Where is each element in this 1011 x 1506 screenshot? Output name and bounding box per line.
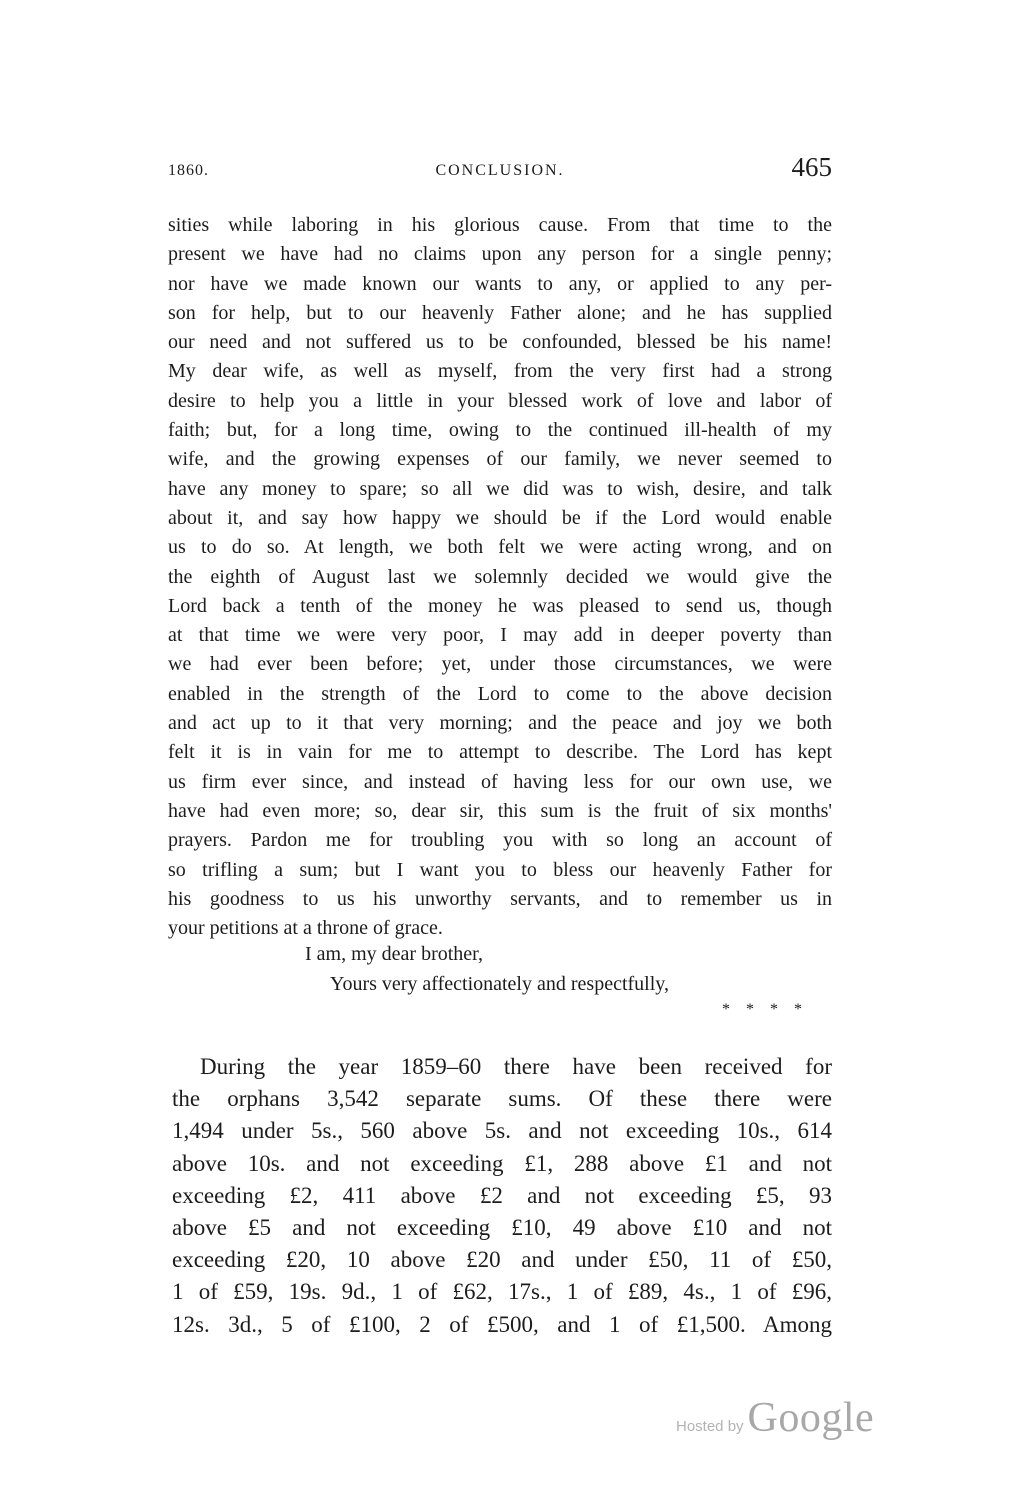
text-line: the orphans 3,542 separate sums. Of these there were [172, 1086, 832, 1112]
text-line: present we have had no claims upon any person for a single penny; [168, 243, 832, 266]
text-line: wife, and the growing expenses of our family, we never seemed to [168, 448, 832, 471]
text-line: we had ever been before; yet, under those circumstances, we were [168, 653, 832, 676]
text-line: During the year 1859–60 there have been received for [200, 1054, 832, 1079]
text-line: our need and not suffered us to be confounded, blessed be his name! [168, 331, 832, 354]
text-line: at that time we were very poor, I may add in deeper poverty than [168, 624, 832, 647]
google-logo: Google [747, 1395, 875, 1441]
text-line: us firm ever since, and instead of having less for our own use, we [168, 770, 832, 793]
text-line: desire to help you a little in your blessed work of love and labor of [168, 389, 832, 412]
text-line: My dear wife, as well as myself, from the very first had a strong [168, 360, 832, 383]
letter-text [168, 211, 832, 943]
text-line: Lord back a tenth of the money he was pleased to send us, though [168, 594, 832, 617]
text-line: and act up to it that very morning; and the peace and joy we both [168, 712, 832, 735]
hosted-by-label: Hosted by [676, 1418, 744, 1435]
text-line: us to do so. At length, we both felt we were acting wrong, and on [168, 536, 832, 559]
text-line: faith; but, for a long time, owing to the continued ill-health of my [168, 419, 832, 442]
text-line: 1 of £59, 19s. 9d., 1 of £62, 17s., 1 of £89, 4s., 1 of £96, [172, 1279, 832, 1305]
signoff: Yours very affectionately and respectfully, [330, 973, 669, 995]
text-line: son for help, but to our heavenly Father alone; and he has supplied [168, 301, 832, 324]
text-line: exceeding £20, 10 above £20 and under £50, 11 of £50, [172, 1247, 832, 1273]
page-header [168, 150, 832, 190]
text-line: about it, and say how happy we should be if the Lord would enable [168, 506, 832, 529]
text-line: 12s. 3d., 5 of £100, 2 of £500, and 1 of £1,500. Among [172, 1311, 832, 1337]
text-line: the eighth of August last we solemnly decided we would give the [168, 565, 832, 588]
chapter-title: CONCLUSION. [435, 162, 565, 179]
text-line: prayers. Pardon me for troubling you with so long an account of [168, 829, 832, 852]
text-line: above £5 and not exceeding £10, 49 above £10 and not [172, 1214, 832, 1240]
text-line: enabled in the strength of the Lord to come to the above decision [168, 682, 832, 705]
page-number: 465 [791, 152, 832, 182]
report-paragraph [172, 1051, 832, 1341]
text-line: 1,494 under 5s., 560 above 5s. and not exceeding 10s., 614 [172, 1118, 832, 1144]
hosted-by-watermark [676, 1394, 874, 1442]
text-line: his goodness to us his unworthy servants, and to remember us in [168, 887, 832, 910]
text-line: exceeding £2, 411 above £2 and not exceeding £5, 93 [172, 1182, 832, 1208]
text-line: felt it is in vain for me to attempt to describe. The Lord has kept [168, 741, 832, 764]
text-line: have any money to spare; so all we did was to wish, desire, and talk [168, 477, 832, 500]
text-line: above 10s. and not exceeding £1, 288 above £1 and not [172, 1150, 832, 1176]
header-year: 1860. [168, 162, 209, 179]
text-line: sities while laboring in his glorious cause. From that time to the [168, 214, 832, 236]
text-line: have had even more; so, dear sir, this sum is the fruit of six months' [168, 799, 832, 822]
salutation: I am, my dear brother, [305, 943, 484, 965]
text-line: your petitions at a throne of grace. [168, 917, 443, 940]
text-line: nor have we made known our wants to any, or applied to any per- [168, 272, 832, 295]
text-line: so trifling a sum; but I want you to bless our heavenly Father for [168, 858, 832, 881]
signature-asterisks: * * * * [722, 1001, 808, 1018]
